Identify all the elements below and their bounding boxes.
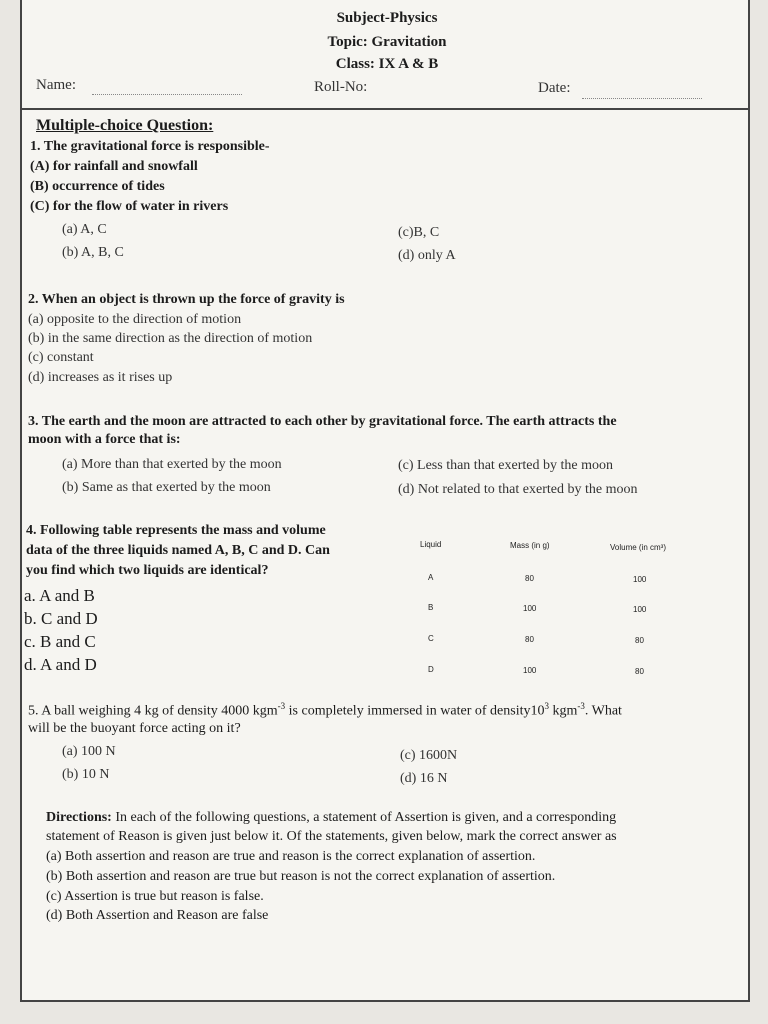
q4-option-d: d. A and D bbox=[24, 655, 97, 674]
table-header-liquid: Liquid bbox=[420, 540, 442, 549]
table-cell-volume-c: 80 bbox=[635, 636, 644, 645]
q1-option-b: (b) A, B, C bbox=[62, 245, 124, 260]
q1-statement-b: (B) occurrence of tides bbox=[30, 179, 165, 194]
q2-option-d: (d) increases as it rises up bbox=[28, 370, 173, 385]
subject-heading: Subject-Physics bbox=[336, 10, 438, 26]
q3-question-line1: 3. The earth and the moon are attracted to each other by gravitational force. The earth attracts the bbox=[28, 414, 617, 429]
q4-question-line2: data of the three liquids named A, B, C and D. Can bbox=[26, 543, 330, 558]
q4-option-b: b. C and D bbox=[24, 609, 98, 628]
q1-question: 1. The gravitational force is responsible- bbox=[30, 139, 270, 154]
q2-question: 2. When an object is thrown up the force of gravity is bbox=[28, 292, 345, 307]
table-cell-volume-b: 100 bbox=[633, 605, 647, 614]
table-cell-liquid-a: A bbox=[428, 573, 434, 582]
topic-heading: Topic: Gravitation bbox=[327, 34, 447, 50]
name-label: Name: bbox=[36, 77, 76, 93]
q5-option-c: (c) 1600N bbox=[400, 748, 458, 763]
date-label: Date: bbox=[538, 80, 571, 96]
q5-option-d: (d) 16 N bbox=[400, 771, 448, 786]
worksheet-page bbox=[20, 0, 750, 1002]
q4-option-c: c. B and C bbox=[24, 632, 96, 651]
q5-option-b: (b) 10 N bbox=[62, 767, 110, 782]
directions-line2: statement of Reason is given just below it. Of the statements, given below, mark the correct answer as bbox=[46, 829, 617, 844]
table-cell-mass-a: 80 bbox=[525, 574, 534, 583]
table-header-volume: Volume (in cm³) bbox=[610, 543, 667, 552]
table-cell-volume-a: 100 bbox=[633, 575, 647, 584]
q3-question-line2: moon with a force that is: bbox=[28, 432, 181, 447]
q5-text-part4: . What bbox=[584, 703, 622, 719]
q5-question-line2: will be the buoyant force acting on it? bbox=[28, 721, 241, 736]
table-cell-liquid-b: B bbox=[428, 603, 434, 612]
q5-question-line1 bbox=[28, 701, 622, 720]
directions-line1 bbox=[46, 810, 616, 826]
q5-text-part3: kgm bbox=[548, 703, 578, 719]
q5-exponent-3: -3 bbox=[577, 701, 585, 711]
table-cell-volume-d: 80 bbox=[635, 667, 644, 676]
table-cell-mass-b: 100 bbox=[523, 604, 537, 613]
q1-statement-c: (C) for the flow of water in rivers bbox=[30, 199, 229, 214]
q5-text-part1: 5. A ball weighing 4 kg of density 4000 kgm bbox=[28, 703, 278, 719]
directions-option-d: (d) Both Assertion and Reason are false bbox=[46, 908, 269, 923]
date-blank bbox=[582, 88, 702, 99]
q3-option-b: (b) Same as that exerted by the moon bbox=[62, 480, 271, 495]
q5-exponent-1: -3 bbox=[277, 701, 286, 711]
section-title: Multiple-choice Question: bbox=[36, 117, 214, 134]
q4-option-a: a. A and B bbox=[24, 586, 95, 605]
q5-exponent-2: 3 bbox=[544, 701, 549, 711]
q2-option-c: (c) constant bbox=[28, 350, 94, 365]
q2-option-b: (b) in the same direction as the direction of motion bbox=[28, 331, 313, 346]
directions-option-b: (b) Both assertion and reason are true but reason is not the correct explanation of assertion. bbox=[46, 869, 556, 884]
header-divider bbox=[22, 108, 748, 110]
q4-question-line3: you find which two liquids are identical? bbox=[26, 563, 269, 578]
q4-question-line1: 4. Following table represents the mass and volume bbox=[26, 523, 326, 538]
directions-option-a: (a) Both assertion and reason are true and reason is the correct explanation of assertion. bbox=[46, 849, 536, 864]
table-cell-liquid-d: D bbox=[428, 665, 434, 674]
table-cell-liquid-c: C bbox=[428, 634, 434, 643]
q1-option-d: (d) only A bbox=[398, 248, 456, 263]
table-header-mass: Mass (in g) bbox=[510, 541, 550, 550]
directions-option-c: (c) Assertion is true but reason is false. bbox=[46, 889, 264, 904]
q5-text-part2: is completely immersed in water of density10 bbox=[285, 703, 545, 719]
directions-label: Directions: bbox=[46, 810, 112, 825]
q1-option-c: (c)B, C bbox=[398, 225, 440, 240]
q3-option-a: (a) More than that exerted by the moon bbox=[62, 457, 282, 472]
q5-option-a: (a) 100 N bbox=[62, 744, 116, 759]
roll-no-label: Roll-No: bbox=[314, 79, 368, 95]
name-blank bbox=[92, 84, 242, 95]
q3-option-c: (c) Less than that exerted by the moon bbox=[398, 458, 613, 473]
table-cell-mass-c: 80 bbox=[525, 635, 534, 644]
q1-option-a: (a) A, C bbox=[62, 222, 107, 237]
table-cell-mass-d: 100 bbox=[523, 666, 537, 675]
q2-option-a: (a) opposite to the direction of motion bbox=[28, 312, 242, 327]
q3-option-d: (d) Not related to that exerted by the moon bbox=[398, 482, 638, 497]
directions-text-1: In each of the following questions, a statement of Assertion is given, and a corresponding bbox=[111, 810, 617, 825]
q1-statement-a: (A) for rainfall and snowfall bbox=[30, 159, 198, 174]
class-heading: Class: IX A & B bbox=[335, 56, 439, 72]
